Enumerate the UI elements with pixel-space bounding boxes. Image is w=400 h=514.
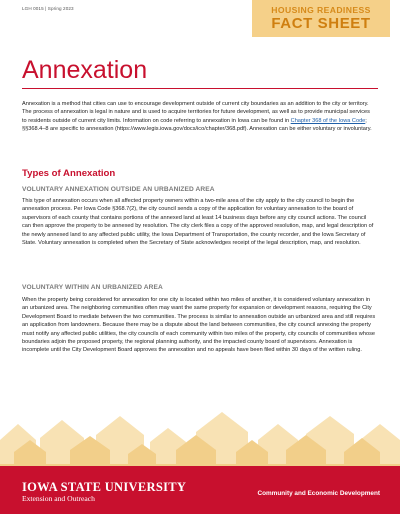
voluntary-paragraph: This type of annexation occurs when all affected property owners within a two-mile area of the city apply to the city council to begin the annexation process. Per Iowa Code §368.7(2), the city council sends a copy of the application for voluntary annexation to the board of supervisors of each county that contains portions of the annexed land at least 14 business days before any city council actions. The council can then approve the property to be annexed by resolution. The city clerk files a copy of the approved resolution, map, and legal description of the newly annexed land to any affected public utility, the Iowa Department of Transportation, the county recorder, and the Iowa Secretary of State. Voluntary annexation is completed when the Secretary of State acknowledges receipt of the legal description, map, and resolution. [22,198,374,247]
badge-line-1: HOUSING READINESS [271,5,371,15]
types-heading: Types of Annexation [22,168,116,179]
iowa-code-chapter-368-link[interactable]: Chapter 368 of the Iowa Code [290,117,366,124]
department-label: Community and Economic Development [257,490,380,497]
fact-sheet-badge [252,0,390,37]
intro-text-before: Annexation is a method that cities can use to encourage development outside of current city boundaries as an addition to the city or territory. The process of annexation is legal in nature and is used to acquire territories for future development, as well as to provide municipal services to residents outside of current city limits. Information on code referring to annexation in Iowa can be found in [22,101,370,124]
intro-paragraph [22,100,376,134]
badge-line-2: FACT SHEET [271,15,371,32]
page-title: Annexation [22,56,148,84]
publication-id: LGH 0015 | Spring 2023 [22,6,74,11]
houses-illustration [0,380,400,480]
intro-text-after: ; §§368.4–8 are specific to annexation (https://www.legis.iowa.gov/docs/ico/chapter/368.pdf). Annexation can be either voluntary or involuntary. [22,117,372,133]
urbanized-heading: VOLUNTARY WITHIN AN URBANIZED AREA [22,284,163,291]
university-wordmark: IOWA STATE UNIVERSITY [22,480,187,494]
title-divider [22,88,378,89]
extension-wordmark: Extension and Outreach [22,494,95,503]
urbanized-paragraph: When the property being considered for annexation for one city is located within two miles of another, it is considered voluntary annexation in an urbanized area. The neighboring communities often may want the same property for expansion or development reasons, requiring the City Development Board to mediate between the two communities. The process is similar to annexation outside an urbanized area and still requires an application from landowners. Because there may be a dispute about the land between communities, the city council annexing the property must notify any affected public utilities, the city councils of each community within two miles of the property, city councils of communities whose boundaries adjoin the proposed property, the regional planning authority, and the impacted county board of supervisors. Annexation is incomplete until the City Development Board approves the annexation and no appeals have been filed within 30 days of the written ruling. [22,297,376,354]
voluntary-heading: VOLUNTARY ANNEXATION OUTSIDE AN URBANIZED AREA [22,186,215,193]
